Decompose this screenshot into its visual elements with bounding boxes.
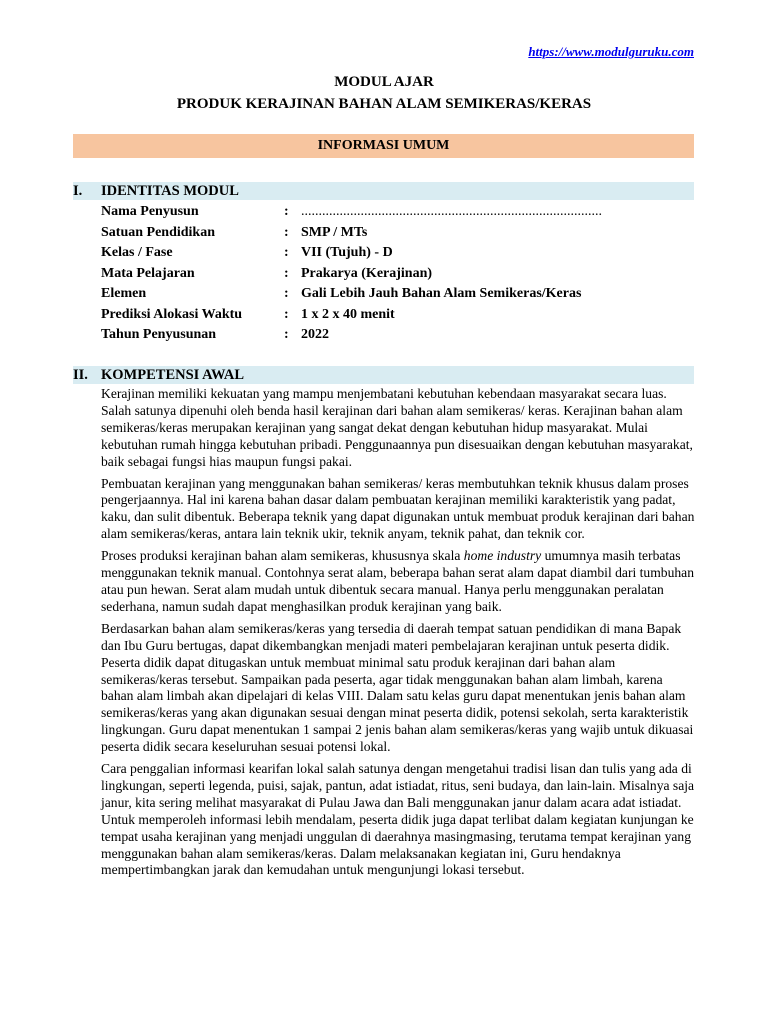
paragraph-part: umumnya masih terbatas menggunakan teknik manual. Contohnya serat alam, beberapa bahan serat alam dapat diambil dari tumbuhan atau pun hewan. Serat alam mudah untuk dibentuk secara manual. Hanya perlu menggunakan peralatan sederhana, namun sudah dapat menghasilkan produk kerajinan yang baik.: [101, 548, 695, 614]
row-value: SMP / MTs: [301, 224, 368, 240]
row-value: ......................................................................................: [301, 204, 602, 219]
row-colon: :: [284, 224, 289, 240]
row-label: Prediksi Alokasi Waktu: [101, 306, 243, 322]
kompetensi-body: [101, 386, 695, 884]
row-value: Prakarya (Kerajinan): [301, 265, 433, 281]
doc-title: MODUL AJAR: [334, 74, 434, 90]
info-umum-bar: INFORMASI UMUM: [73, 134, 694, 158]
identity-row: [101, 264, 694, 285]
identity-row: [101, 202, 694, 223]
title-block: [0, 71, 768, 115]
identity-row: [101, 223, 694, 244]
row-label: Mata Pelajaran: [101, 265, 195, 281]
paragraph: Berdasarkan bahan alam semikeras/keras yang tersedia di daerah tempat satuan pendidikan di mana Bapak dan Ibu Guru bertugas, dapat dikembangkan menjadi materi pembelajaran kerajinan untuk peserta didik. Peserta didik dapat ditugaskan untuk membuat minimal satu produk kerajinan dari bahan alam semikeras/keras tersebut. Sampaikan pada peserta, agar tidak menggunakan bahan alam limbah, karena bahan alam limbah akan dipelajari di kelas VIII. Dalam satu kelas guru dapat menentukan jenis bahan alam semikeras/keras yang akan digunakan sesuai dengan minat peserta didik, potensi sekolah, serta karakteristik lingkungan. Guru dapat menentukan 1 sampai 2 jenis bahan alam semikeras/keras yang wajib untuk dikuasai peserta didik secara keseluruhan sesuai potensi lokal.: [101, 620, 694, 755]
section-title: IDENTITAS MODUL: [101, 183, 239, 199]
row-label: Elemen: [101, 286, 147, 301]
identity-row: [101, 243, 694, 264]
row-colon: :: [284, 286, 289, 301]
paragraph: Kerajinan memiliki kekuatan yang mampu menjembatani kebutuhan kebendaan masyarakat secara luas. Salah satunya dipenuhi oleh benda hasil kerajinan dari bahan alam semikeras/ keras. Kerajinan bahan alam semikeras/keras merupakan kerajinan yang sangat dekat dengan kebutuhan hidup masyarakat. Mulai kebutuhan rumah hingga kebutuhan pribadi. Penggunaannya pun disesuaikan dengan kebutuhan masyarakat, baik sebagai fungsi hias maupun fungsi pakai.: [101, 386, 693, 469]
identity-row: [101, 284, 694, 305]
identity-row: [101, 325, 694, 346]
row-value: VII (Tujuh) - D: [301, 245, 393, 260]
row-colon: :: [284, 327, 289, 342]
row-label: Kelas / Fase: [101, 245, 173, 260]
website-link[interactable]: https://www.modulguruku.com: [528, 44, 694, 59]
row-value: 1 x 2 x 40 menit: [301, 306, 395, 322]
paragraph: Pembuatan kerajinan yang menggunakan bahan semikeras/ keras membutuhkan teknik khusus dalam proses pengerjaannya. Hal ini karena bahan dasar dalam pembuatan kerajinan memiliki karakteristik yang padat, kaku, dan sulit dibentuk. Beberapa teknik yang dapat digunakan untuk membuat produk kerajinan dari bahan alam semikeras/keras, antara lain teknik ukir, teknik anyam, teknik pahat, dan teknik cor.: [101, 475, 695, 542]
row-colon: :: [284, 204, 289, 219]
row-label: Nama Penyusun: [101, 204, 199, 219]
section-title: KOMPETENSI AWAL: [101, 367, 245, 383]
row-label: Satuan Pendidikan: [101, 224, 215, 240]
row-colon: :: [284, 306, 289, 322]
section-number: II.: [73, 367, 88, 383]
identity-row: [101, 305, 694, 326]
row-colon: :: [284, 265, 289, 281]
row-value: 2022: [301, 327, 329, 342]
row-colon: :: [284, 245, 289, 260]
paragraph: Cara penggalian informasi kearifan lokal salah satunya dengan mengetahui tradisi lisan dan tulis yang ada di lingkungan, seperti legenda, puisi, sajak, pantun, adat istiadat, ritus, seni budaya, dan lain-lain. Misalnya saja janur, kita sering melihat masyarakat di Pulau Jawa dan Bali menggunakan janur dalam acara adat istiadat. Untuk memperoleh informasi lebih mendalam, peserta didik juga dapat terlibat dalam kegiatan kunjungan ke tempat usaha kerajinan yang menjadi unggulan di daerahnya masingmasing, terutama tempat kerajinan yang menggunakan bahan alam semikeras/keras. Dalam melaksanakan kegiatan ini, Guru hendaknya mempertimbangkan jarak dan kemudahan untuk mengunjungi lokasi tersebut.: [101, 761, 695, 878]
section-identitas-heading: [73, 182, 694, 200]
italic-term: home industry: [463, 548, 542, 564]
row-label: Tahun Penyusunan: [101, 327, 217, 342]
section-kompetensi-heading: [73, 366, 694, 384]
section-number: I.: [73, 183, 83, 199]
row-value: Gali Lebih Jauh Bahan Alam Semikeras/Keras: [301, 286, 582, 301]
identity-table: [101, 202, 694, 346]
paragraph-part: Proses produksi kerajinan bahan alam semikeras, khususnya skala: [101, 548, 464, 564]
doc-subtitle: PRODUK KERAJINAN BAHAN ALAM SEMIKERAS/KERAS: [176, 96, 592, 112]
paragraph: [101, 548, 695, 616]
